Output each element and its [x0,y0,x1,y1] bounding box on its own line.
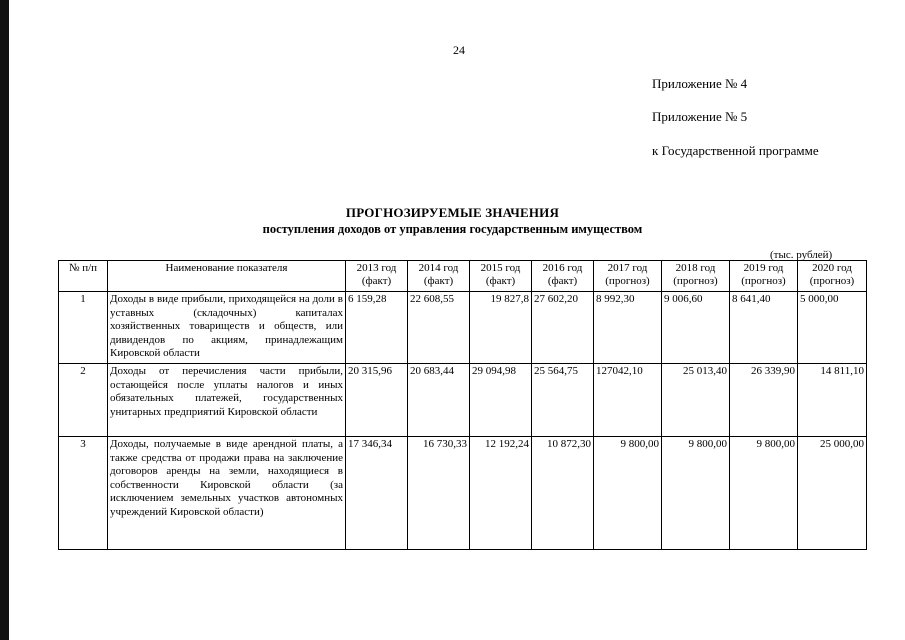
value-cell: 8 641,40 [730,292,798,364]
header-name: Наименование показателя [108,261,346,292]
header-year: 2014 год (факт) [408,261,470,292]
value-cell: 10 872,30 [532,437,594,550]
value-cell: 9 800,00 [662,437,730,550]
value-cell: 25 564,75 [532,364,594,437]
indicator-name: Доходы от перечисления части прибыли, остающейся после уплаты налогов и иных обязательных платежей, государственных унитарных предприятий Кировской области [108,364,346,437]
value-cell: 17 346,34 [346,437,408,550]
value-cell: 20 315,96 [346,364,408,437]
row-number: 2 [59,364,108,437]
value-cell: 5 000,00 [798,292,867,364]
header-year: 2015 год (факт) [470,261,532,292]
table-row [59,364,867,437]
value-cell: 22 608,55 [408,292,470,364]
value-cell: 16 730,33 [408,437,470,550]
header-year: 2018 год (прогноз) [662,261,730,292]
value-cell: 9 006,60 [662,292,730,364]
value-cell: 19 827,8 [470,292,532,364]
header-year: 2017 год (прогноз) [594,261,662,292]
value-cell: 8 992,30 [594,292,662,364]
header-year: 2016 год (факт) [532,261,594,292]
units-note: (тыс. рублей) [770,249,833,261]
document-title: ПРОГНОЗИРУЕМЫЕ ЗНАЧЕНИЯ [345,205,560,220]
header-year: 2013 год (факт) [346,261,408,292]
value-cell: 25 013,40 [662,364,730,437]
value-cell: 127042,10 [594,364,662,437]
table-header-row [59,261,867,292]
value-cell: 14 811,10 [798,364,867,437]
page-number: 24 [453,43,465,57]
header-year: 2020 год (прогноз) [798,261,867,292]
value-cell: 20 683,44 [408,364,470,437]
appendix-line-3: к Государственной программе [652,143,819,158]
indicator-name: Доходы в виде прибыли, приходящейся на доли в уставных (складочных) капиталах хозяйственных товариществ и обществ, или дивидендов по акциям, принадлежащим Кировской области [108,292,346,364]
appendix-line-1: Приложение № 4 [652,76,748,91]
value-cell: 25 000,00 [798,437,867,550]
appendix-line-2: Приложение № 5 [652,109,748,124]
table-row [59,292,867,364]
document-subtitle: поступления доходов от управления государственным имуществом [262,222,643,236]
income-forecast-table [58,260,867,550]
header-year: 2019 год (прогноз) [730,261,798,292]
value-cell: 26 339,90 [730,364,798,437]
row-number: 3 [59,437,108,550]
value-cell: 29 094,98 [470,364,532,437]
row-number: 1 [59,292,108,364]
value-cell: 6 159,28 [346,292,408,364]
header-num: № п/п [59,261,108,292]
scan-left-edge [0,0,9,640]
value-cell: 12 192,24 [470,437,532,550]
value-cell: 9 800,00 [730,437,798,550]
value-cell: 9 800,00 [594,437,662,550]
indicator-name: Доходы, получаемые в виде арендной платы, а также средства от продажи права на заключение договоров аренды на земли, находящиеся в собственности Кировской области (за исключением земельных участков автономных учреждений Кировской области) [108,437,346,550]
table-row [59,437,867,550]
value-cell: 27 602,20 [532,292,594,364]
